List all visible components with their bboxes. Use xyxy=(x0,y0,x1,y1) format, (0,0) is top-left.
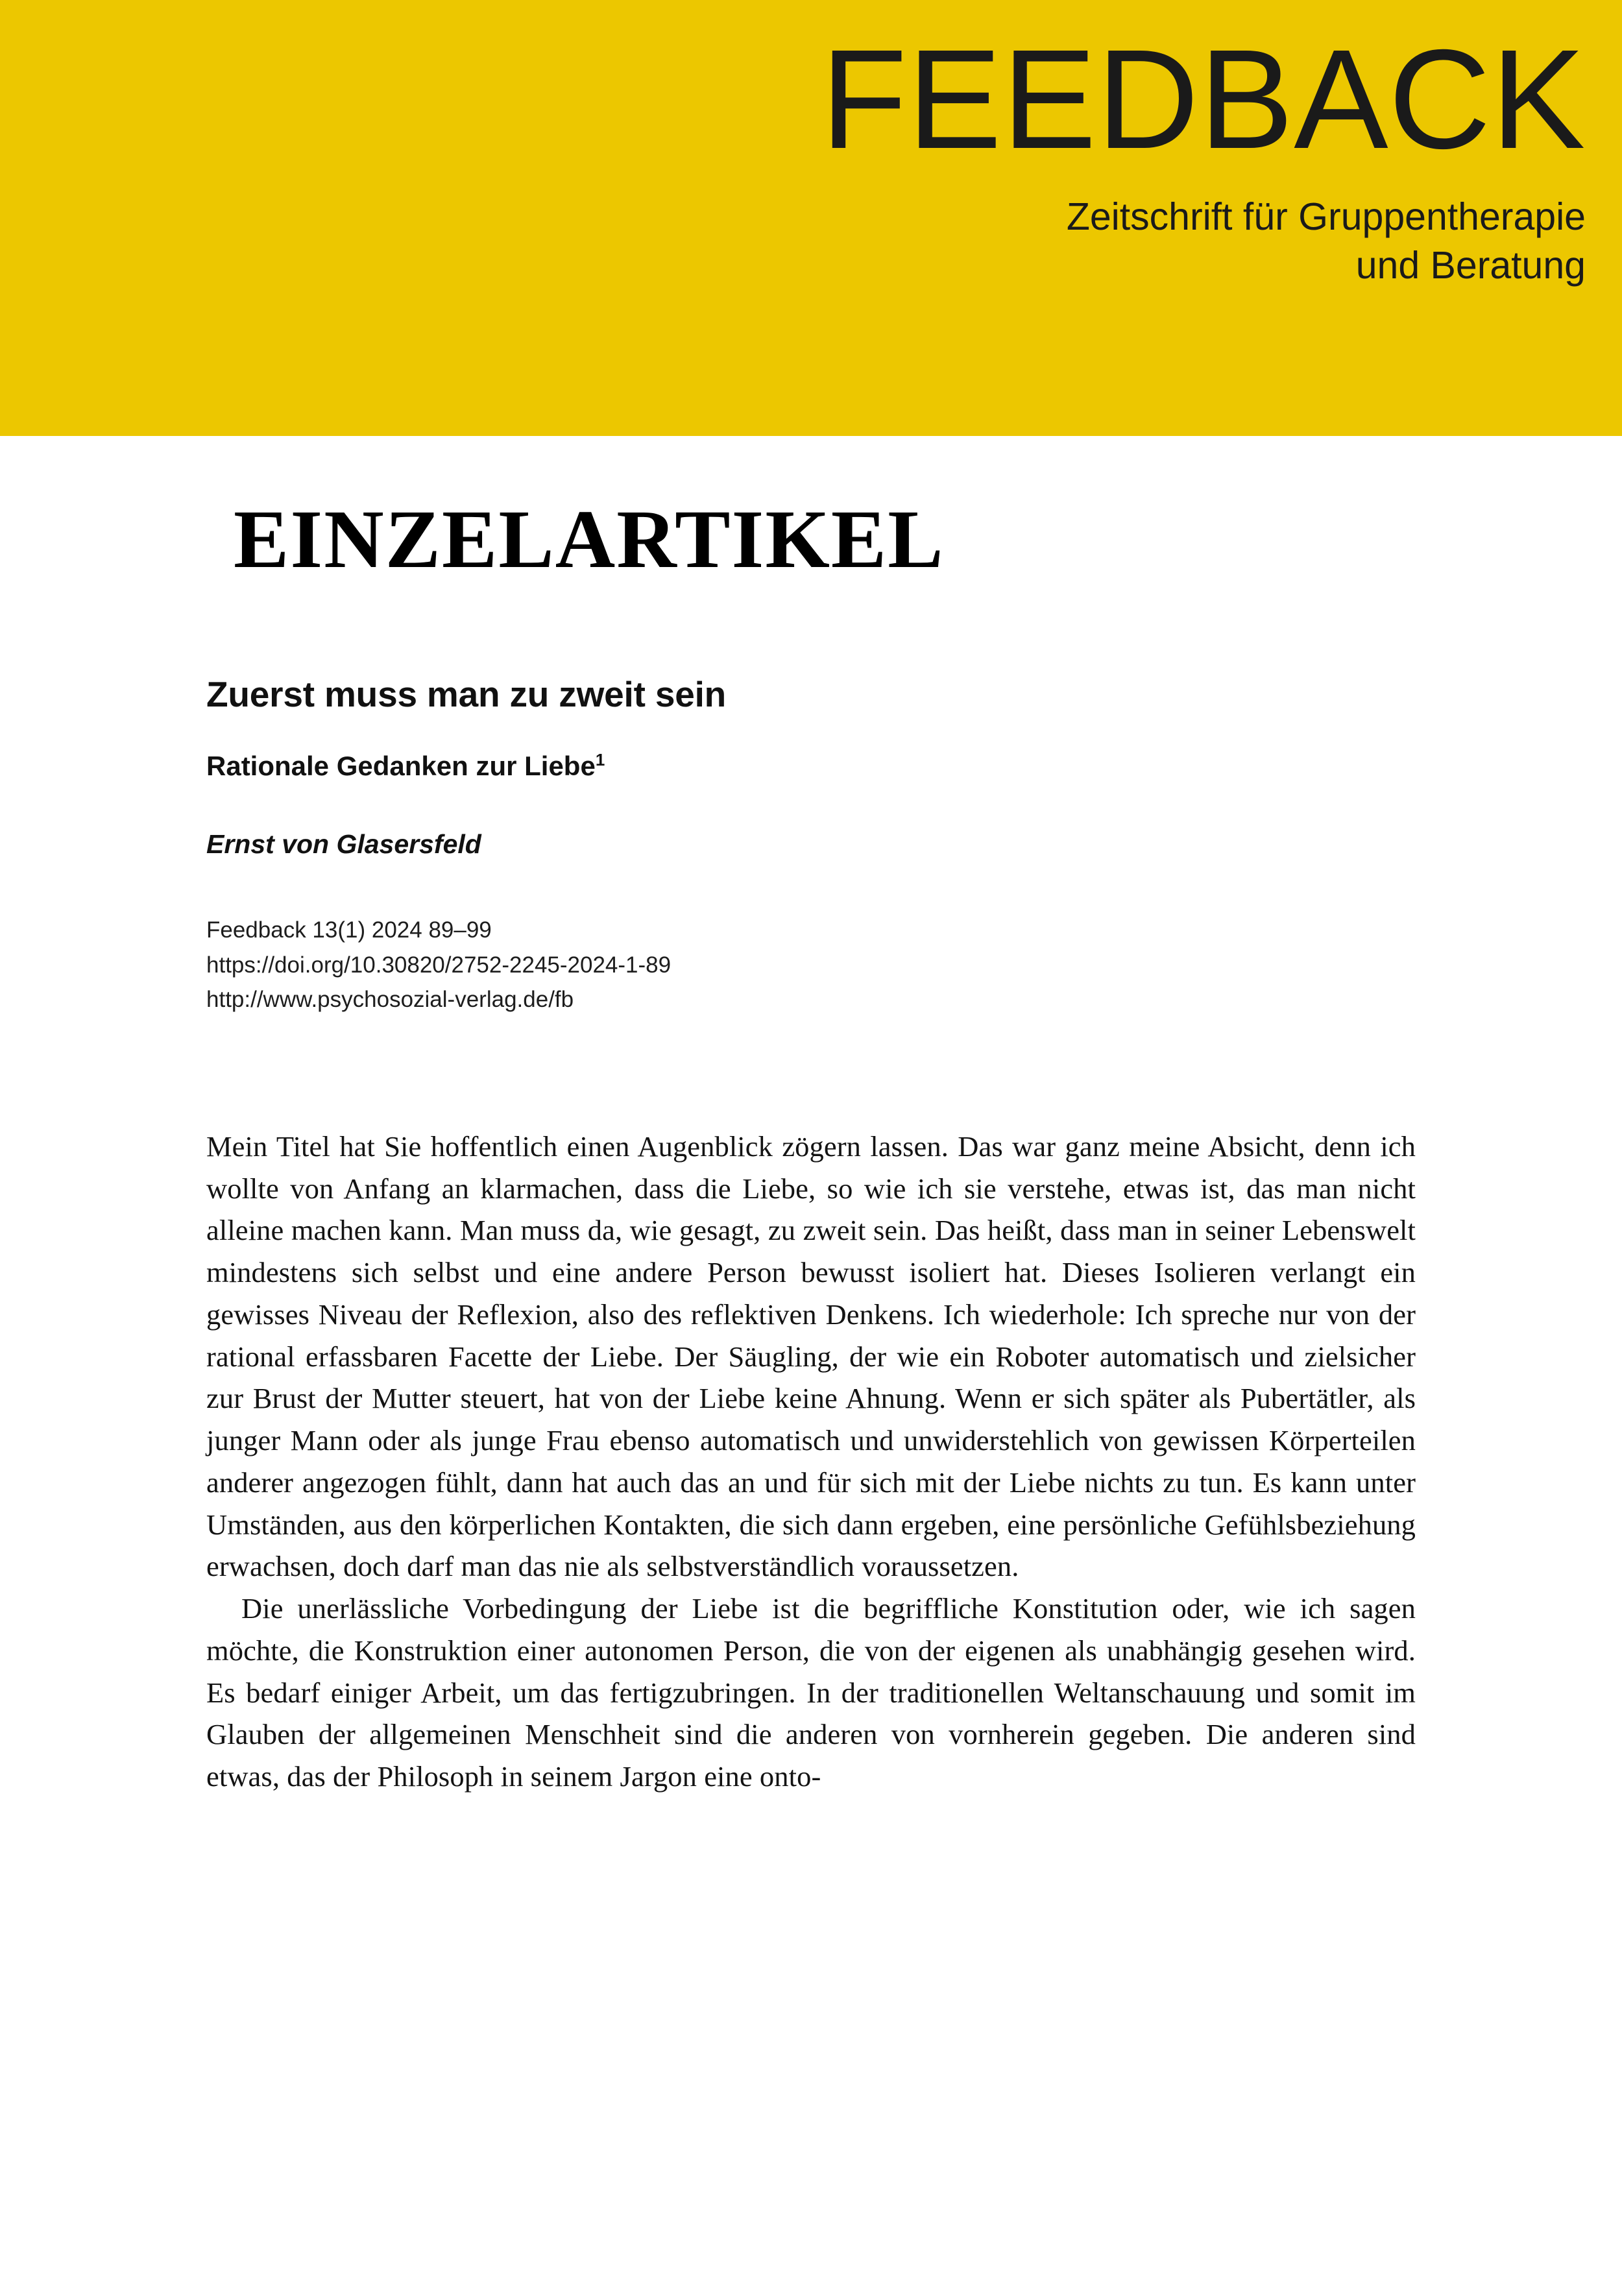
masthead-text-block xyxy=(820,21,1586,291)
body-paragraph-2: Die unerlässliche Vorbedingung der Liebe ist die begriffliche Konstitution oder, wie ich sagen möchte, die Konstruktion einer autonomen Person, die von der eigenen als unabhängig gesehen wird. Es bedarf einiger Arbeit, um das fertigzubringen. In der traditionellen Weltanschauung und somit im Glauben der allgemeinen Menschheit sind die anderen von vornherein gegeben. Die anderen sind etwas, das der Philosoph in seinem Jargon eine onto- xyxy=(206,1592,1416,1793)
citation-doi-link[interactable]: https://doi.org/10.30820/2752-2245-2024-1-89 xyxy=(206,952,672,978)
citation-block xyxy=(206,913,1416,1017)
journal-subtitle-line-1: Zeitschrift für Gruppentherapie xyxy=(1066,195,1586,238)
article-body xyxy=(206,1126,1416,1798)
footnote-marker: 1 xyxy=(595,750,605,770)
journal-subtitle-line-2: und Beratung xyxy=(1355,244,1586,287)
citation-website-link[interactable]: http://www.psychosozial-verlag.de/fb xyxy=(206,986,574,1012)
article-author: Ernst von Glasersfeld xyxy=(206,829,481,860)
article-title: Zuerst muss man zu zweit sein xyxy=(206,674,727,715)
citation-issue-line: Feedback 13(1) 2024 89–99 xyxy=(206,917,492,943)
article-subtitle xyxy=(206,750,1416,782)
body-paragraph-1: Mein Titel hat Sie hoffentlich einen Augenblick zögern lassen. Das war ganz meine Absicht, denn ich wollte von Anfang an klarmachen, dass die Liebe, so wie ich sie verstehe, etwas ist, das man nicht alleine machen kann. Man muss da, wie gesagt, zu zweit sein. Das heißt, dass man in seiner Lebenswelt mindestens sich selbst und eine andere Person bewusst isoliert hat. Dieses Isolieren verlangt ein gewisses Niveau der Reflexion, also des reflektiven Denkens. Ich wiederhole: Ich spreche nur von der rational erfassbaren Facette der Liebe. Der Säugling, der wie ein Roboter automatisch und zielsicher zur Brust der Mutter steuert, hat von der Liebe keine Ahnung. Wenn er sich später als Pubertätler, als junger Mann oder als junge Frau ebenso automatisch und unwiderstehlich von gewissen Körperteilen anderer angezogen fühlt, dann hat auch das an und für sich mit der Liebe nichts zu tun. Es kann unter Umständen, aus den körperlichen Kontakten, die sich dann ergeben, eine persönliche Gefühlsbeziehung erwachsen, doch darf man das nie als selbstverständlich voraussetzen. xyxy=(206,1130,1416,1583)
journal-masthead xyxy=(0,0,1622,436)
article-page xyxy=(0,493,1622,1798)
article-subtitle-text: Rationale Gedanken zur Liebe xyxy=(206,751,596,782)
journal-subtitle xyxy=(821,193,1586,291)
section-label: EINZELARTIKEL xyxy=(234,493,945,585)
journal-title: FEEDBACK xyxy=(820,21,1586,178)
